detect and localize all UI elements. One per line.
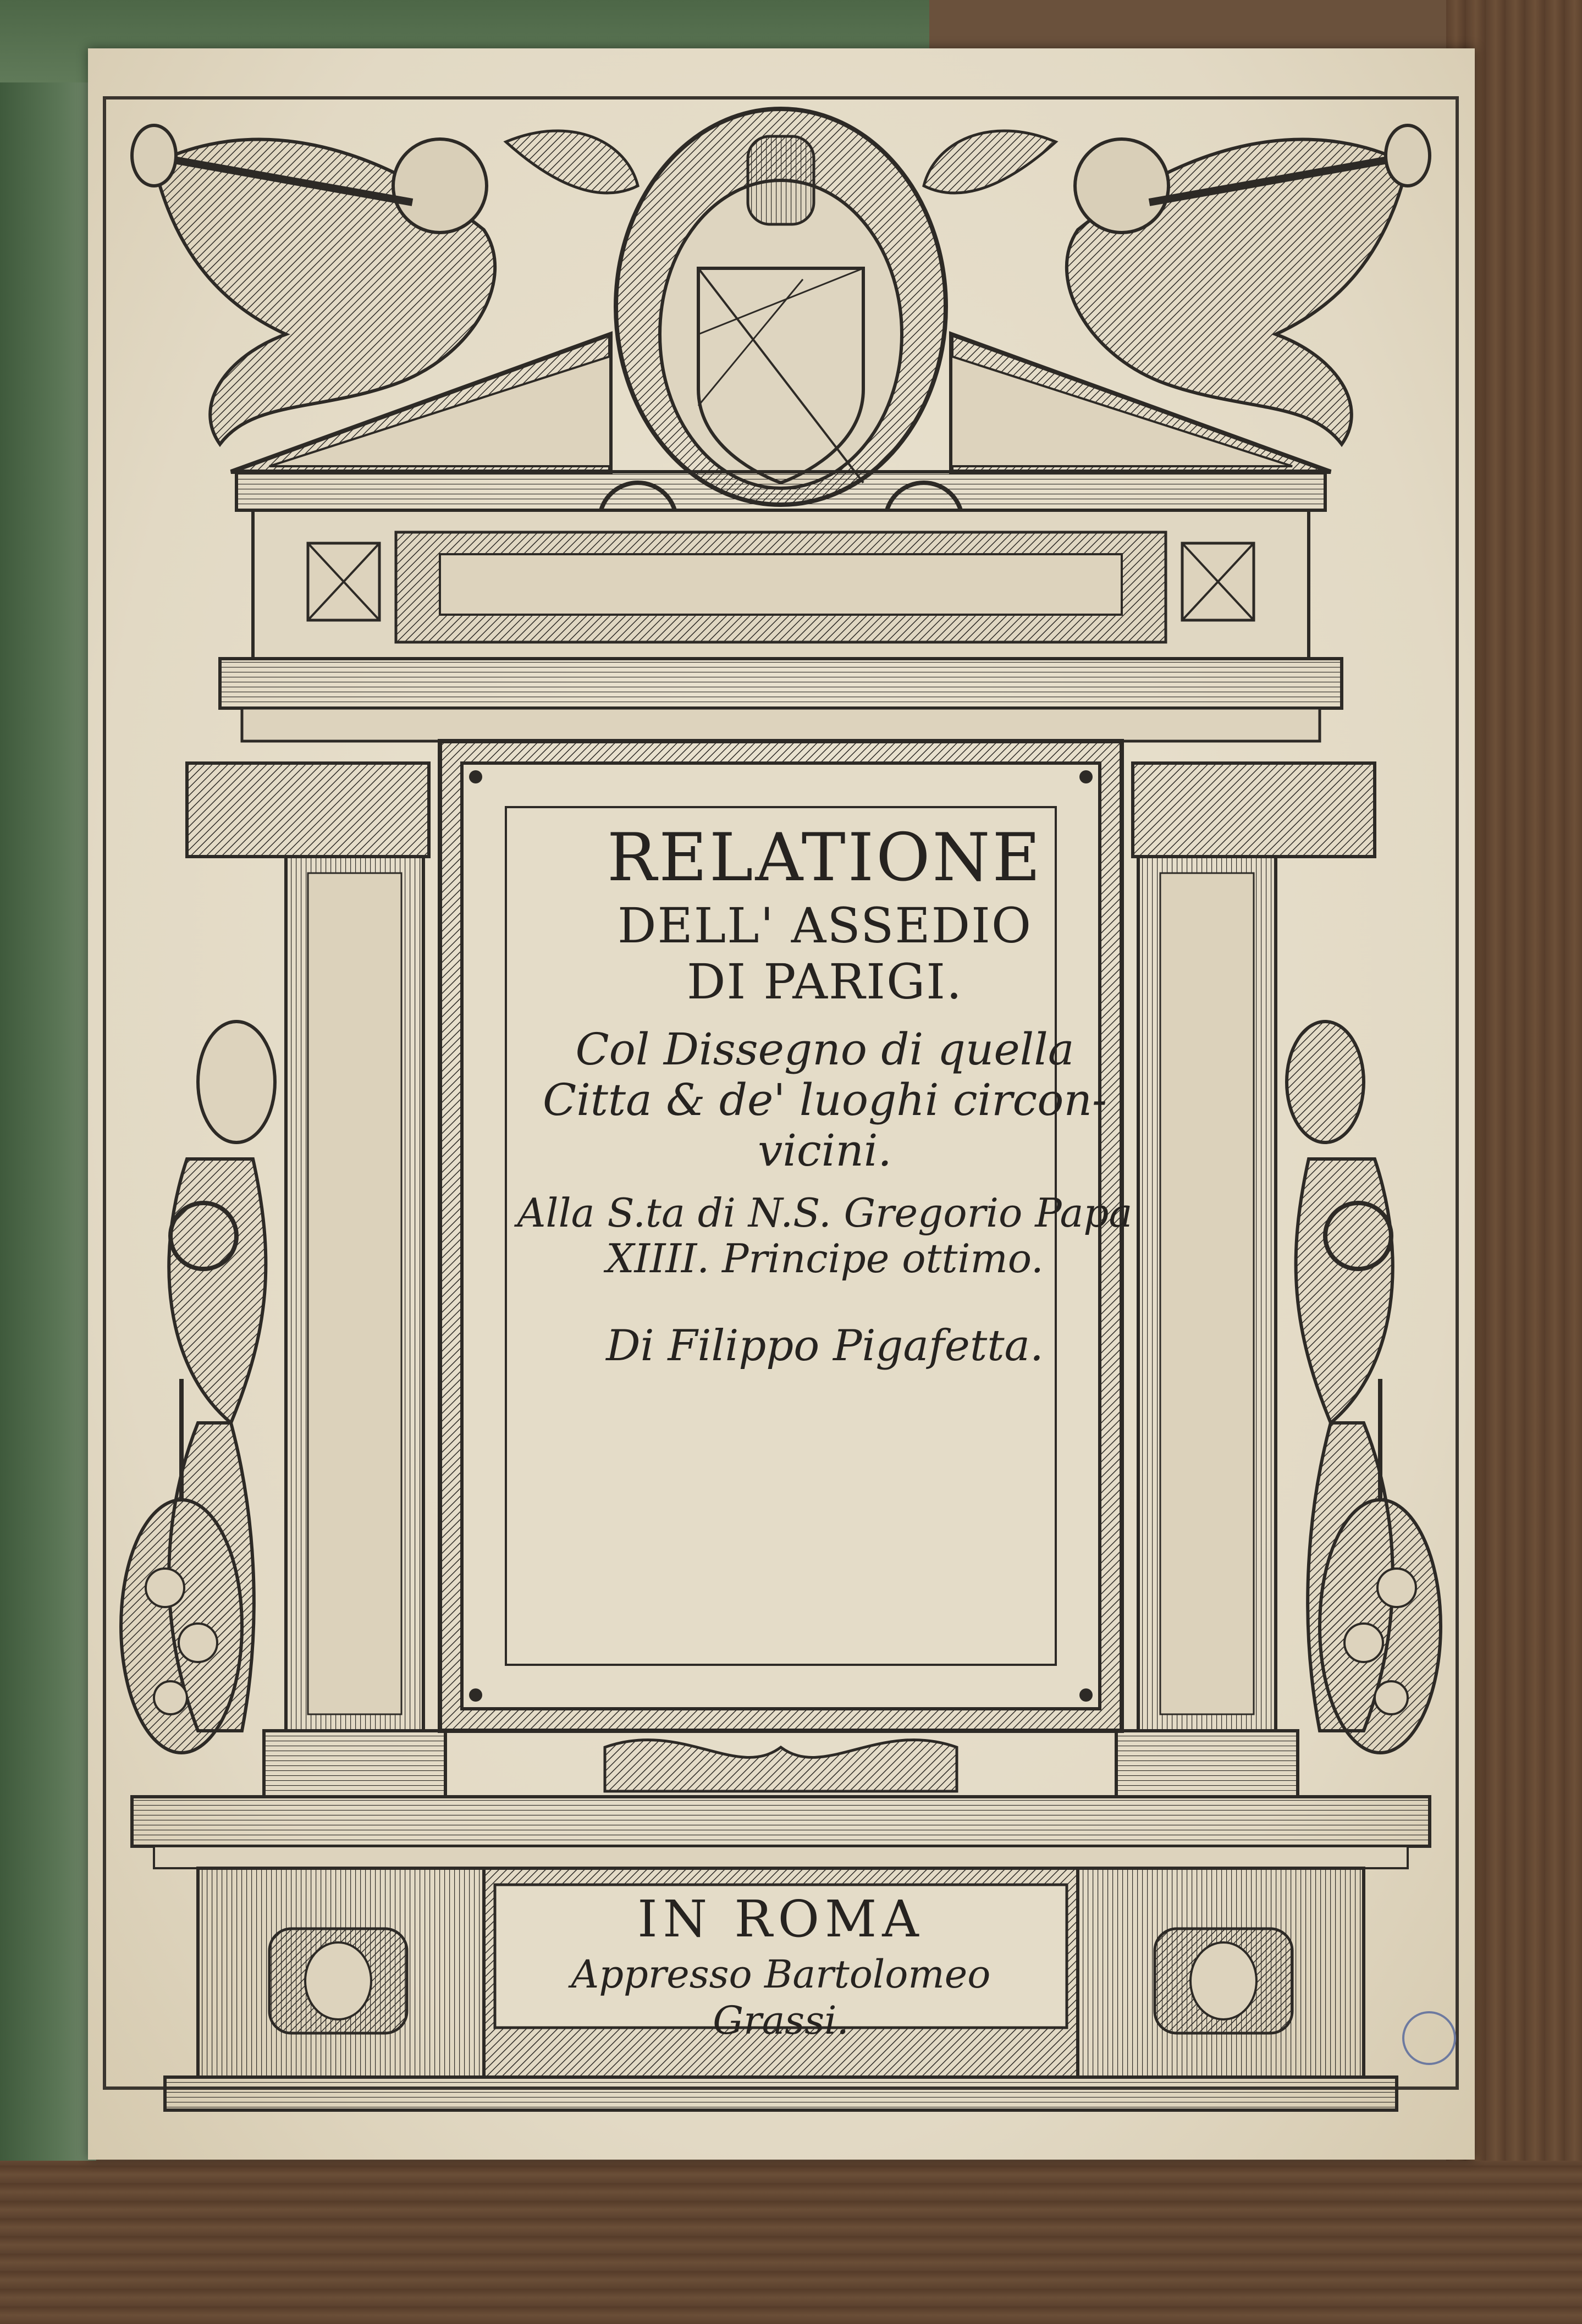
author-line: Di Filippo Pigafetta. [606,1321,1044,1371]
title-page [88,48,1475,2160]
library-stamp-icon [1402,2011,1456,2065]
title-text-block [467,813,1182,1665]
title-line: DELL' ASSEDIO [617,897,1033,954]
imprint-printer: Appresso Bartolomeo Grassi. [571,1952,991,2044]
entablature [220,472,1342,741]
title-line: RELATIONE [607,820,1043,896]
dedication-line: XIIII. Principe ottimo. [606,1235,1044,1282]
subtitle-line: Col Dissegno di quella [575,1023,1074,1075]
wooden-table-bottom [0,2161,1582,2324]
green-cloth-background [0,0,96,2324]
dedication-line: Alla S.ta di N.S. Gregorio Papa [517,1189,1133,1236]
imprint-block [506,1885,1056,2044]
subtitle-line: vicini. [758,1124,892,1176]
subtitle-line: Citta & de' luoghi circon- [542,1074,1107,1125]
imprint-place: IN ROMA [637,1890,924,1948]
title-line: DI PARIGI. [686,953,963,1011]
